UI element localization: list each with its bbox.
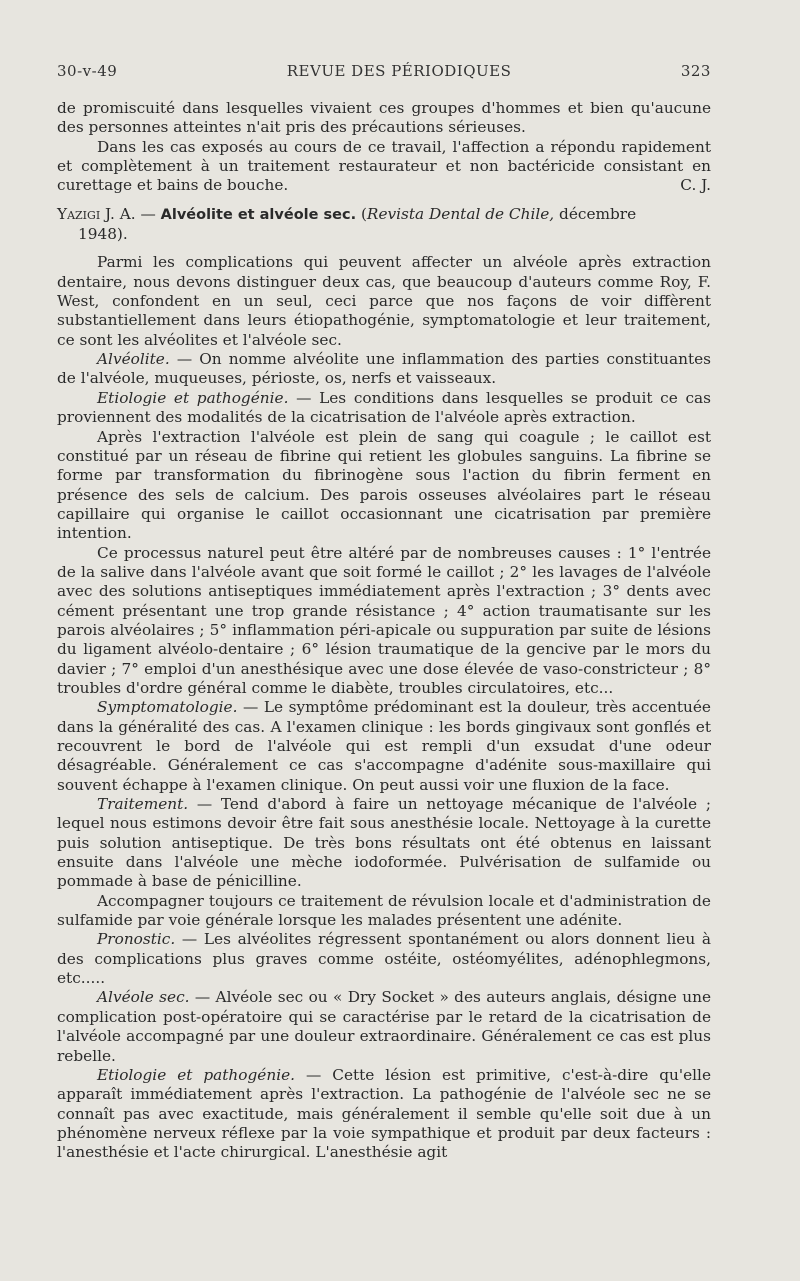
paragraph [57, 795, 711, 892]
paragraph-text: — Le symptôme prédominant est la douleur, très accentuée dans la généralité des cas. A l'examen clinique : les bords gingivaux sont gonflés et recouvrent le bord de l'alvéole qui est rempli d'un exsudat d'une odeur désagréable. Généralement ce cas s'accompagne d'adénite sous-maxillaire qui souvent échappe à l'examen clinique. On peut aussi voir une fluxion de la face. [57, 698, 711, 794]
section-lead: Alvéole sec. [97, 988, 190, 1007]
reference-date: décembre [554, 204, 637, 223]
journal-section-title: REVUE DES PÉRIODIQUES [286, 62, 512, 80]
article-reference [57, 205, 711, 245]
section-lead: Alvéolite. [97, 350, 170, 369]
section-lead: Etiologie et pathogénie. [97, 1065, 296, 1084]
paragraph: de promiscuité dans lesquelles vivaient ces groupes d'hommes et bien qu'aucune des personnes atteintes n'ait pris des précautions sérieuses. [57, 99, 711, 137]
paragraph-text: Dans les cas exposés au cours de ce travail, l'affection a répondu rapidement et complètement à un traitement restaurateur et non bactéricide consistant en curettage et bains de bouche. [57, 137, 711, 195]
issue-date: 30-v-49 [57, 62, 118, 80]
paragraph [57, 389, 711, 428]
paragraph [57, 930, 711, 988]
paragraph [57, 988, 711, 1065]
running-header [57, 62, 711, 80]
reference-year: 1948). [78, 225, 128, 244]
section-lead: Pronostic. [97, 930, 176, 949]
paragraph-text: — Les conditions dans lesquelles se produit ce cas proviennent des modalités de la cicatrisation de l'alvéole après extraction. [57, 388, 711, 427]
paragraph-text: — Tend d'abord à faire un nettoyage mécanique de l'alvéole ; lequel nous estimons devoir être fait sous anesthésie locale. Nettoyage à la curette puis solution antiseptique. De très bons résultats ont été obtenus en laissant ensuite dans l'alvéole une mèche iodoformée. Pulvérisation de sulfamide ou pommade à base de pénicilline. [57, 795, 711, 891]
paragraph-text: — On nomme alvéolite une inflammation des parties constituantes de l'alvéole, muqueuses, périoste, os, nerfs et vaisseaux. [57, 350, 711, 388]
reference-author: Yazigi J. A. [57, 204, 136, 223]
page-number: 323 [680, 62, 711, 80]
paragraph [57, 698, 711, 795]
section-lead: Etiologie et pathogénie. [97, 388, 289, 407]
section-lead: Traitement. [97, 795, 189, 814]
reference-dash: — [135, 204, 161, 223]
reference-title: Alvéolite et alvéole sec. [160, 206, 357, 223]
author-initials: C. J. [680, 176, 711, 195]
paragraph-text: — Alvéole sec ou « Dry Socket » des auteurs anglais, désigne une complication post-opératoire qui se caractérise par le retard de la cicatrisation de l'alvéole accompagné par une douleur extraordinaire. Généralement ce cas est plus rebelle. [57, 988, 711, 1065]
section-lead: Symptomatologie. [97, 698, 238, 717]
paragraph-text: — Les alvéolites régressent spontanément ou alors donnent lieu à des complications plus graves comme ostéite, ostéomyélites, adénophlegmons, etc..... [57, 930, 711, 988]
paragraph [57, 350, 711, 389]
paragraph: Parmi les complications qui peuvent affecter un alvéole après extraction dentaire, nous devons distinguer deux cas, que beaucoup d'auteurs comme Roy, F. West, confondent en un seul, ceci parce que nos façons de voir diffèrent substantiellement dans leurs étiopathogénie, symptomatologie et leur traitement, ce sont les alvéolites et l'alvéole sec. [57, 253, 711, 349]
paragraph [57, 138, 711, 196]
paragraph: Ce processus naturel peut être altéré par de nombreuses causes : 1° l'entrée de la salive dans l'alvéole avant que soit formé le caillot ; 2° les lavages de l'alvéole avec des solutions antiseptiques immédiatement après l'extraction ; 3° dents avec cément présentant une trop grande résistance ; 4° action traumatisante sur les parois alvéolaires ; 5° inflammation péri-apicale ou suppuration par suite de lésions du ligament alvéolo-dentaire ; 6° lésion traumatique de la gencive par le mors du davier ; 7° emploi d'un anesthésique avec une dose élevée de vaso-constricteur ; 8° troubles d'ordre général comme le diabète, troubles circulatoires, etc... [57, 543, 711, 697]
paragraph: Accompagner toujours ce traitement de révulsion locale et d'administration de sulfamide par voie générale lorsque les malades présentent une adénite. [57, 891, 711, 930]
paragraph-text: — Cette lésion est primitive, c'est-à-dire qu'elle apparaît immédiatement après l'extraction. La pathogénie de l'alvéole sec ne se connaît pas avec exactitude, mais généralement il semble qu'elle soit due à un phénomène nerveux réflexe par la voie sympathique et produit par deux facteurs : l'anesthésie et l'acte chirurgical. L'anesthésie agit [57, 1065, 712, 1162]
reference-journal: Revista Dental de Chile, [366, 204, 555, 223]
reference-paren: ( [356, 204, 367, 223]
paragraph [57, 1066, 711, 1163]
paragraph: Après l'extraction l'alvéole est plein de sang qui coagule ; le caillot est constitué par un réseau de fibrine qui retient les globules sanguins. La fibrine se forme par transformation du fibrinogène sous l'action du fibrin ferment en présence des sels de calcium. Des parois osseuses alvéolaires part le réseau capillaire qui organise le caillot occasionnant une cicatrisation par première intention. [57, 427, 711, 543]
body-text [57, 99, 711, 1163]
